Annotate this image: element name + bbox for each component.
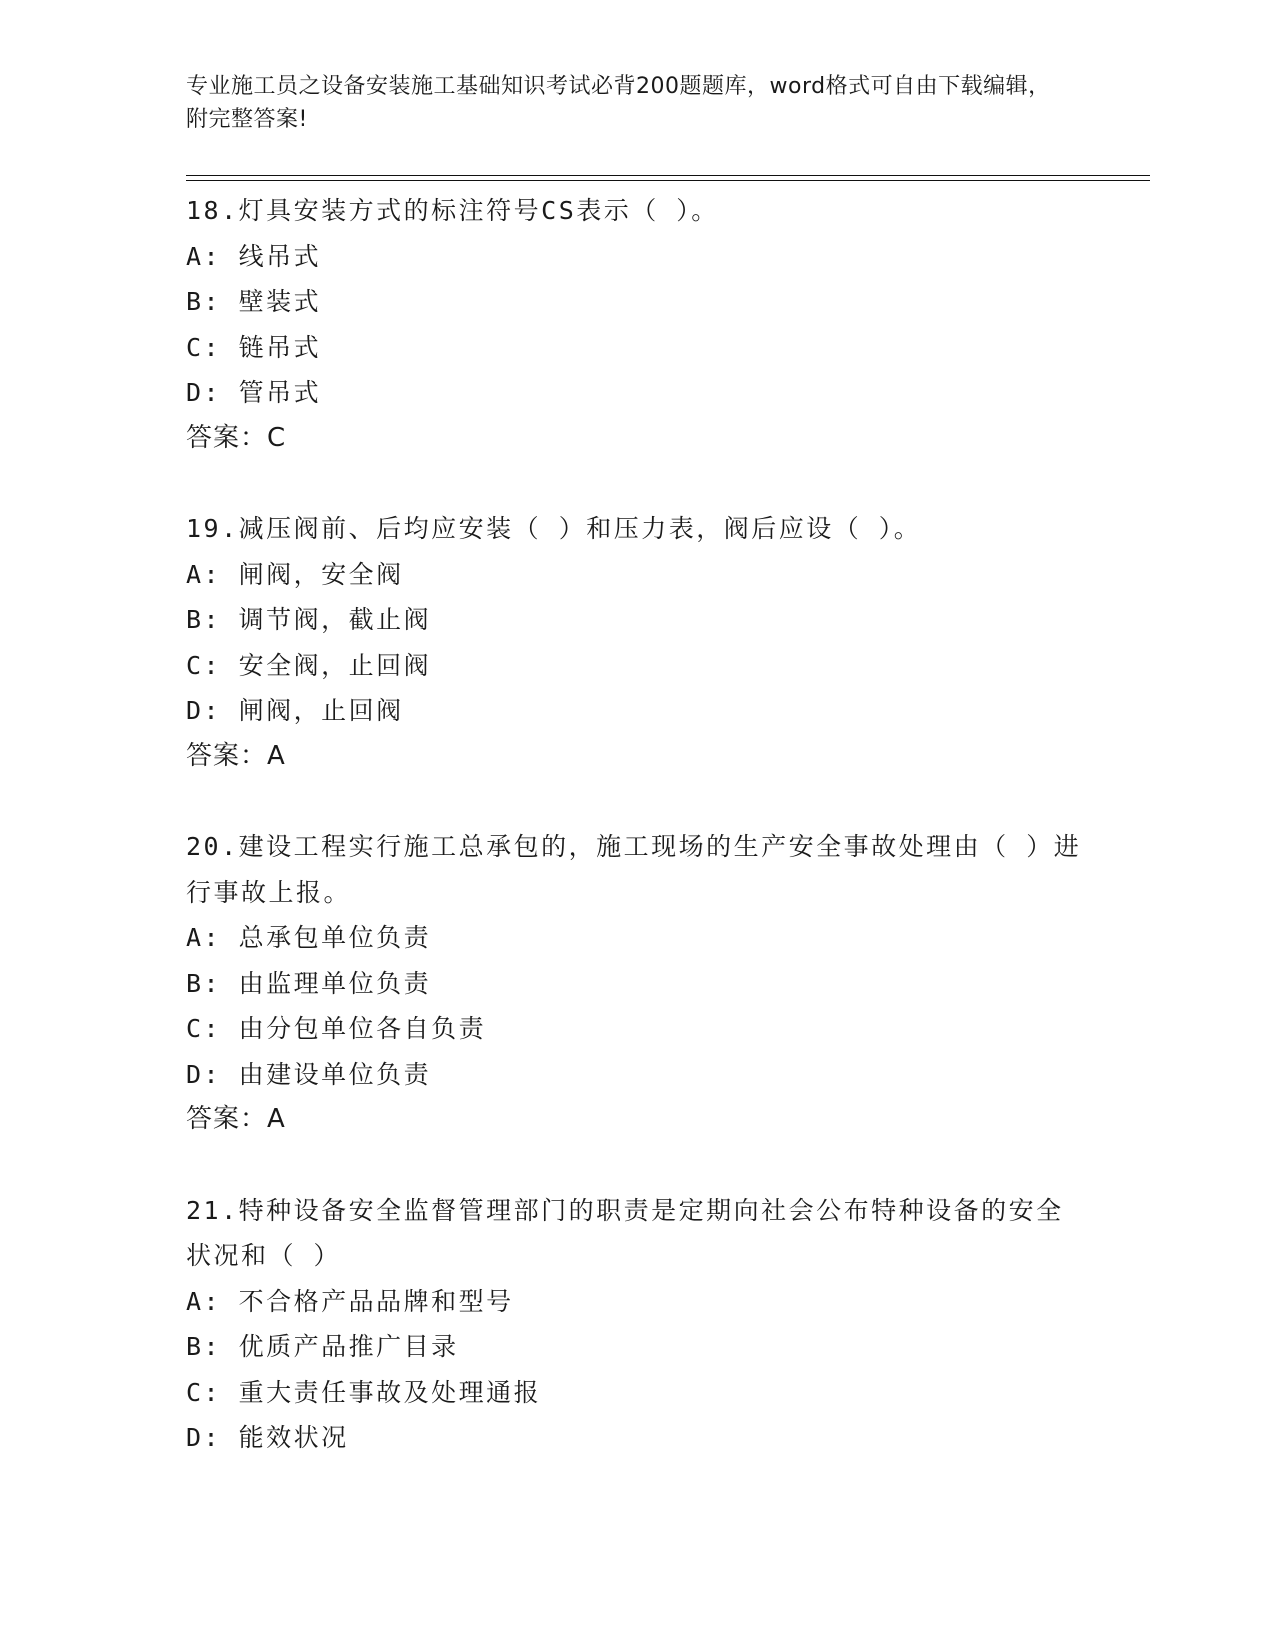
option-b: B: 调节阀，截止阀 [186, 605, 432, 634]
document-header [186, 70, 1066, 136]
option-c: C: 安全阀，止回阀 [186, 650, 432, 680]
option-d: D: 由建设单位负责 [186, 1059, 432, 1089]
document-title: 专业施工员之设备安装施工基础知识考试必背200题题库，word格式可自由下载编辑，附完整答案! [186, 74, 1051, 132]
question-20 [186, 824, 1086, 1143]
question-stem: 20.建设工程实行施工总承包的，施工现场的生产安全事故处理由（ ）进行事故上报。 [186, 832, 1082, 907]
option-b: B: 优质产品推广目录 [186, 1332, 459, 1361]
option-c: C: 由分包单位各自负责 [186, 1014, 487, 1043]
answer-label: 答案：A [186, 1104, 286, 1134]
option-b: B: 壁装式 [186, 287, 322, 316]
option-d: D: 能效状况 [186, 1423, 349, 1452]
question-stem: 18.灯具安装方式的标注符号CS表示（ ）。 [186, 196, 719, 225]
question-21 [186, 1188, 1086, 1461]
option-b: B: 由监理单位负责 [186, 968, 432, 998]
option-a: A: 线吊式 [186, 241, 322, 271]
question-list [186, 188, 1086, 1506]
question-stem: 19.减压阀前、后均应安装（ ）和压力表，阀后应设（ ）。 [186, 514, 922, 543]
answer-label: 答案：C [186, 422, 287, 453]
question-stem: 21.特种设备安全监督管理部门的职责是定期向社会公布特种设备的安全状况和（ ） [186, 1195, 1064, 1270]
option-a: A: 总承包单位负责 [186, 923, 432, 952]
option-d: D: 闸阀，止回阀 [186, 696, 404, 725]
question-18 [186, 188, 1086, 461]
option-d: D: 管吊式 [186, 378, 322, 407]
option-a: A: 不合格产品品牌和型号 [186, 1286, 514, 1316]
header-double-rule [186, 175, 1150, 181]
option-a: A: 闸阀，安全阀 [186, 559, 404, 589]
answer-label: 答案：A [186, 740, 286, 771]
question-19 [186, 506, 1086, 779]
option-c: C: 链吊式 [186, 332, 322, 362]
option-c: C: 重大责任事故及处理通报 [186, 1377, 542, 1407]
